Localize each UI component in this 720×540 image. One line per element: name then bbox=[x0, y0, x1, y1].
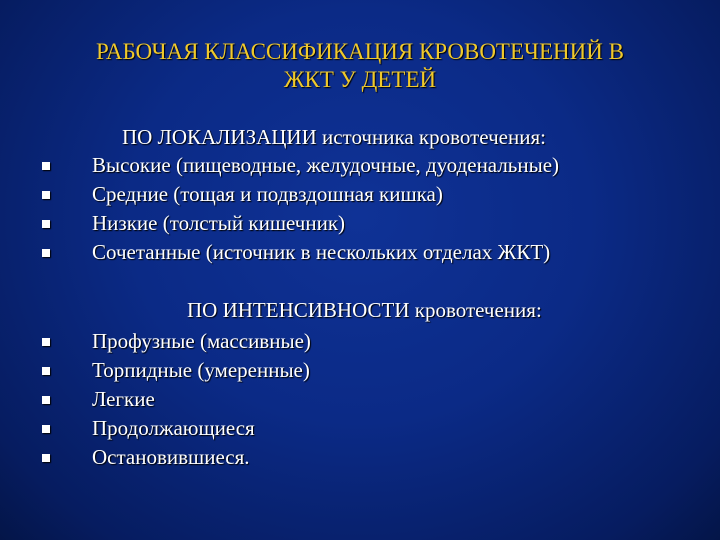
list-item-text: Легкие bbox=[92, 387, 155, 411]
square-bullet-icon bbox=[42, 367, 50, 375]
list-item-text: Профузные (массивные) bbox=[92, 329, 311, 353]
slide-title-line-2: ЖКТ У ДЕТЕЙ bbox=[283, 67, 437, 92]
list-item-text: Сочетанные (источник в нескольких отделах ЖКТ) bbox=[92, 240, 551, 264]
intensity-heading: ПО ИНТЕНСИВНОСТИ кровотечения: bbox=[187, 298, 542, 322]
square-bullet-icon bbox=[42, 191, 50, 199]
list-item-text: Средние (тощая и подвздошная кишка) bbox=[92, 182, 443, 206]
square-bullet-icon bbox=[42, 454, 50, 462]
square-bullet-icon bbox=[42, 396, 50, 404]
slide-title bbox=[40, 38, 680, 94]
square-bullet-icon bbox=[42, 338, 50, 346]
list-item-text: Торпидные (умеренные) bbox=[92, 358, 310, 382]
localization-heading: ПО ЛОКАЛИЗАЦИИ источника кровотечения: bbox=[122, 125, 546, 149]
slide-title-line-1: РАБОЧАЯ КЛАССИФИКАЦИЯ КРОВОТЕЧЕНИЙ В bbox=[96, 39, 624, 64]
list-item-text: Остановившиеся. bbox=[92, 445, 250, 469]
square-bullet-icon bbox=[42, 425, 50, 433]
list-item-text: Продолжающиеся bbox=[92, 416, 255, 440]
list-item-text: Низкие (толстый кишечник) bbox=[92, 211, 346, 235]
square-bullet-icon bbox=[42, 220, 50, 228]
square-bullet-icon bbox=[42, 162, 50, 170]
square-bullet-icon bbox=[42, 249, 50, 257]
list-item-text: Высокие (пищеводные, желудочные, дуоденальные) bbox=[92, 153, 560, 177]
